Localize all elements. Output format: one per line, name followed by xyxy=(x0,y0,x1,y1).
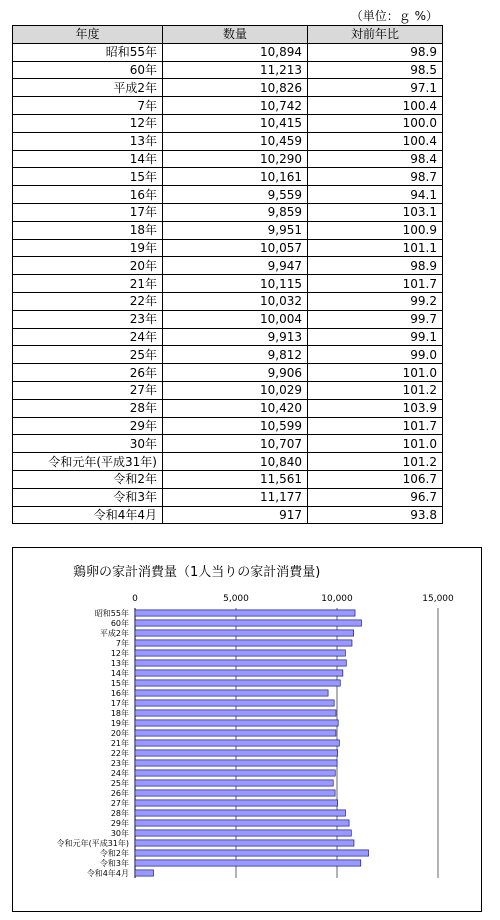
cell-yoy: 99.1 xyxy=(308,328,443,346)
x-tick-label: 0 xyxy=(132,594,138,604)
x-tick-label: 10,000 xyxy=(321,594,353,604)
category-label: 27年 xyxy=(110,799,129,808)
cell-quantity: 10,161 xyxy=(163,168,308,186)
category-label: 28年 xyxy=(110,809,129,818)
table-row xyxy=(13,221,443,239)
category-labels xyxy=(57,608,129,878)
cell-year: 24年 xyxy=(13,328,163,346)
table-row xyxy=(13,97,443,115)
bar xyxy=(135,750,338,756)
header-quantity: 数量 xyxy=(163,26,308,44)
category-label: 20年 xyxy=(110,729,129,738)
cell-yoy: 101.7 xyxy=(308,417,443,435)
cell-yoy: 94.1 xyxy=(308,186,443,204)
cell-quantity: 10,459 xyxy=(163,132,308,150)
cell-quantity: 9,906 xyxy=(163,364,308,382)
category-label: 21年 xyxy=(110,739,129,748)
cell-year: 7年 xyxy=(13,97,163,115)
bar xyxy=(135,780,333,786)
cell-yoy: 96.7 xyxy=(308,488,443,506)
bar xyxy=(135,650,345,656)
cell-year: 13年 xyxy=(13,132,163,150)
cell-yoy: 99.0 xyxy=(308,346,443,364)
table-row xyxy=(13,470,443,488)
category-label: 15年 xyxy=(110,679,129,688)
table-row xyxy=(13,79,443,97)
table-row xyxy=(13,453,443,471)
cell-year: 30年 xyxy=(13,435,163,453)
category-label: 令和元年(平成31年) xyxy=(56,839,129,848)
table-header-row xyxy=(13,26,443,44)
bar xyxy=(135,690,328,696)
bar-layer xyxy=(135,610,369,876)
category-label: 12年 xyxy=(110,649,129,658)
chart-title: 鶏卵の家計消費量（1人当りの家計消費量) xyxy=(73,565,321,580)
table-row xyxy=(13,203,443,221)
cell-yoy: 101.1 xyxy=(308,239,443,257)
table-body xyxy=(13,43,443,524)
category-label: 19年 xyxy=(110,719,129,728)
cell-yoy: 98.7 xyxy=(308,168,443,186)
cell-quantity: 10,742 xyxy=(163,97,308,115)
table-row xyxy=(13,132,443,150)
table-row xyxy=(13,257,443,275)
category-label: 26年 xyxy=(110,789,129,798)
table-row xyxy=(13,364,443,382)
bar xyxy=(135,660,346,666)
cell-year: 21年 xyxy=(13,275,163,293)
cell-quantity: 10,840 xyxy=(163,453,308,471)
cell-year: 22年 xyxy=(13,292,163,310)
cell-yoy: 98.5 xyxy=(308,61,443,79)
category-label: 25年 xyxy=(110,779,129,788)
cell-year: 29年 xyxy=(13,417,163,435)
bar xyxy=(135,800,338,806)
category-label: 昭和55年 xyxy=(94,609,129,618)
cell-quantity: 10,115 xyxy=(163,275,308,293)
bar xyxy=(135,850,369,856)
cell-year: 19年 xyxy=(13,239,163,257)
table-row xyxy=(13,346,443,364)
category-label: 14年 xyxy=(110,669,129,678)
cell-yoy: 100.4 xyxy=(308,132,443,150)
category-label: 23年 xyxy=(110,759,129,768)
cell-year: 令和3年 xyxy=(13,488,163,506)
cell-yoy: 101.2 xyxy=(308,453,443,471)
table-row xyxy=(13,417,443,435)
cell-yoy: 106.7 xyxy=(308,470,443,488)
table-row xyxy=(13,43,443,61)
cell-quantity: 11,561 xyxy=(163,470,308,488)
header-year: 年度 xyxy=(13,26,163,44)
cell-year: 昭和55年 xyxy=(13,43,163,61)
bar xyxy=(135,630,354,636)
cell-year: 令和4年4月 xyxy=(13,506,163,524)
cell-yoy: 100.0 xyxy=(308,114,443,132)
bar xyxy=(135,720,338,726)
cell-year: 26年 xyxy=(13,364,163,382)
cell-yoy: 98.9 xyxy=(308,257,443,275)
cell-quantity: 10,420 xyxy=(163,399,308,417)
cell-year: 27年 xyxy=(13,381,163,399)
cell-year: 23年 xyxy=(13,310,163,328)
cell-quantity: 10,826 xyxy=(163,79,308,97)
category-label: 22年 xyxy=(110,749,129,758)
cell-quantity: 10,894 xyxy=(163,43,308,61)
category-label: 令和3年 xyxy=(99,859,129,868)
cell-yoy: 98.4 xyxy=(308,150,443,168)
category-label: 13年 xyxy=(110,659,129,668)
bar xyxy=(135,790,335,796)
cell-quantity: 9,559 xyxy=(163,186,308,204)
bar xyxy=(135,840,354,846)
cell-yoy: 98.9 xyxy=(308,43,443,61)
cell-quantity: 10,032 xyxy=(163,292,308,310)
cell-quantity: 9,859 xyxy=(163,203,308,221)
table-row xyxy=(13,435,443,453)
table-row xyxy=(13,399,443,417)
table-row xyxy=(13,328,443,346)
cell-year: 14年 xyxy=(13,150,163,168)
bar xyxy=(135,820,349,826)
cell-quantity: 10,290 xyxy=(163,150,308,168)
bar-chart xyxy=(13,548,481,911)
table-row xyxy=(13,292,443,310)
category-label: 17年 xyxy=(110,699,129,708)
cell-quantity: 10,004 xyxy=(163,310,308,328)
cell-yoy: 101.2 xyxy=(308,381,443,399)
bar xyxy=(135,760,337,766)
cell-year: 25年 xyxy=(13,346,163,364)
table-row xyxy=(13,381,443,399)
bar xyxy=(135,730,336,736)
table-row xyxy=(13,114,443,132)
cell-year: 令和元年(平成31年) xyxy=(13,453,163,471)
table-row xyxy=(13,168,443,186)
bar xyxy=(135,680,340,686)
category-label: 令和2年 xyxy=(99,849,129,858)
category-label: 30年 xyxy=(110,829,129,838)
table-row xyxy=(13,186,443,204)
cell-yoy: 101.0 xyxy=(308,364,443,382)
table-row xyxy=(13,150,443,168)
bar xyxy=(135,810,345,816)
category-label: 60年 xyxy=(110,619,129,628)
cell-yoy: 103.9 xyxy=(308,399,443,417)
bar xyxy=(135,870,154,876)
cell-quantity: 9,913 xyxy=(163,328,308,346)
cell-quantity: 11,177 xyxy=(163,488,308,506)
cell-year: 16年 xyxy=(13,186,163,204)
bar xyxy=(135,620,362,626)
table-row xyxy=(13,61,443,79)
cell-yoy: 100.4 xyxy=(308,97,443,115)
chart-frame xyxy=(12,547,482,912)
cell-year: 平成2年 xyxy=(13,79,163,97)
cell-year: 18年 xyxy=(13,221,163,239)
table-row xyxy=(13,488,443,506)
cell-year: 15年 xyxy=(13,168,163,186)
cell-year: 60年 xyxy=(13,61,163,79)
category-label: 29年 xyxy=(110,819,129,828)
bar xyxy=(135,770,335,776)
bar xyxy=(135,830,351,836)
cell-year: 令和2年 xyxy=(13,470,163,488)
cell-quantity: 10,707 xyxy=(163,435,308,453)
tick-layer xyxy=(132,594,454,604)
cell-quantity: 10,029 xyxy=(163,381,308,399)
category-label: 令和4年4月 xyxy=(86,869,129,878)
category-label: 24年 xyxy=(110,769,129,778)
cell-yoy: 93.8 xyxy=(308,506,443,524)
category-label: 7年 xyxy=(115,639,129,648)
cell-yoy: 97.1 xyxy=(308,79,443,97)
table-row xyxy=(13,239,443,257)
cell-quantity: 10,415 xyxy=(163,114,308,132)
cell-year: 20年 xyxy=(13,257,163,275)
table-row xyxy=(13,506,443,524)
x-tick-label: 5,000 xyxy=(223,594,249,604)
bar xyxy=(135,710,336,716)
cell-year: 17年 xyxy=(13,203,163,221)
cell-yoy: 103.1 xyxy=(308,203,443,221)
cell-yoy: 100.9 xyxy=(308,221,443,239)
bar xyxy=(135,860,361,866)
category-label: 平成2年 xyxy=(99,629,129,638)
cell-year: 12年 xyxy=(13,114,163,132)
bar xyxy=(135,640,352,646)
cell-quantity: 10,057 xyxy=(163,239,308,257)
cell-yoy: 99.2 xyxy=(308,292,443,310)
cell-yoy: 101.7 xyxy=(308,275,443,293)
table-row xyxy=(13,310,443,328)
bar xyxy=(135,700,334,706)
cell-quantity: 917 xyxy=(163,506,308,524)
unit-label: （単位：ｇ %） xyxy=(350,9,438,23)
cell-quantity: 9,812 xyxy=(163,346,308,364)
table-row xyxy=(13,275,443,293)
bar xyxy=(135,740,339,746)
consumption-table xyxy=(12,25,443,524)
cell-quantity: 9,947 xyxy=(163,257,308,275)
cell-quantity: 9,951 xyxy=(163,221,308,239)
cell-quantity: 11,213 xyxy=(163,61,308,79)
bar xyxy=(135,670,343,676)
header-yoy: 対前年比 xyxy=(308,26,443,44)
cell-yoy: 99.7 xyxy=(308,310,443,328)
cell-year: 28年 xyxy=(13,399,163,417)
bar xyxy=(135,610,355,616)
category-label: 18年 xyxy=(110,709,129,718)
cell-yoy: 101.0 xyxy=(308,435,443,453)
cell-quantity: 10,599 xyxy=(163,417,308,435)
x-tick-label: 15,000 xyxy=(422,594,454,604)
category-label: 16年 xyxy=(110,689,129,698)
